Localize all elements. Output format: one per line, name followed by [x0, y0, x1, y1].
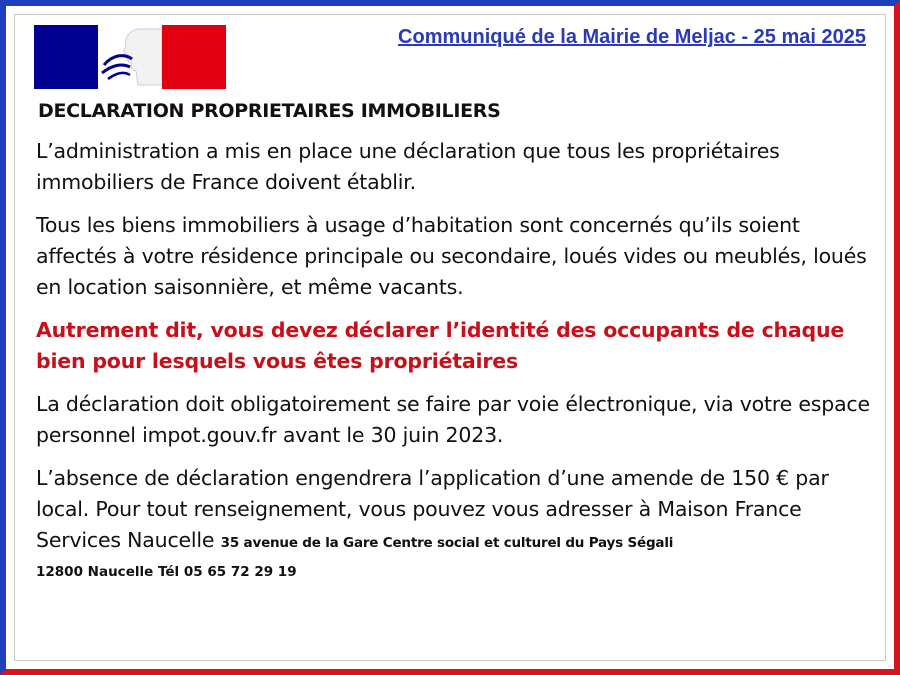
paragraph-properties-concerned: Tous les biens immobiliers à usage d’habitation sont concernés qu’ils soient affectés à votre résidence principale ou secondaire, loués vides ou meublés, loués en location saisonnière, et même vacants.: [36, 213, 867, 299]
notice-content: [36, 100, 882, 583]
paragraph-penalty-contact: [36, 463, 882, 559]
notice-title: DECLARATION PROPRIETAIRES IMMOBILIERS: [38, 100, 501, 122]
mairie-communique-link[interactable]: Communiqué de la Mairie de Meljac - 25 mai 2025: [398, 26, 866, 48]
paragraph-warning: Autrement dit, vous devez déclarer l’identité des occupants de chaque bien pour lesquels vous êtes propriétaires: [36, 318, 845, 373]
paragraph-electronic-declaration: La déclaration doit obligatoirement se faire par voie électronique, via votre espace personnel impot.gouv.fr avant le 30 juin 2023.: [36, 392, 870, 447]
flag-red-band: [162, 25, 226, 89]
marianne-profile-icon: [98, 25, 162, 89]
contact-address: 35 avenue de la Gare Centre social et culturel du Pays Ségali: [220, 535, 674, 551]
flag-blue-band: [34, 25, 98, 89]
marianne-flag-logo: [34, 25, 226, 89]
paragraph-declaration-intro: L’administration a mis en place une déclaration que tous les propriétaires immobiliers de France doivent établir.: [36, 139, 780, 194]
flag-white-band: [98, 25, 162, 89]
penalty-contact-text: L’absence de déclaration engendrera l’application d’une amende de 150 € par local. Pour tout renseignement, vous pouvez vous adresser à Maison France Services Naucelle: [36, 466, 829, 552]
contact-city-phone: 12800 Naucelle Tél 05 65 72 29 19: [36, 564, 297, 580]
